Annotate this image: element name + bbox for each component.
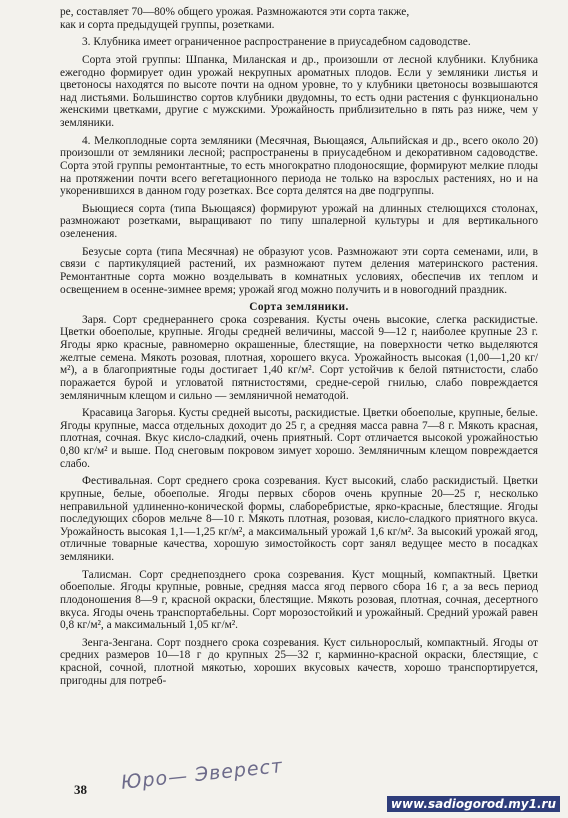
paragraph: Вьющиеся сорта (типа Вьющаяся) формируют урожай на длинных стелющихся столонах, размножают розетками, выращивают по типу шпалерной культуры и для вертикального озеленения. <box>60 202 538 240</box>
handwritten-note: Юро— Эверест <box>120 754 285 794</box>
paragraph: Безусые сорта (типа Месячная) не образуют усов. Размножают эти сорта семенами, или, в связи с партикуляцией растений, их размножают путем деления материнского растения. Ремонтантные сорта можно возделывать в комнатных условиях, обеспечив их теплом и освещением в осенне-зимнее время; урожай ягод можно получить и в новогодний праздник. <box>60 245 538 296</box>
paragraph: Сорта этой группы: Шпанка, Миланская и др., произошли от лесной клубники. Клубника ежегодно формирует один урожай некрупных ароматных плодов. Если у земляники листья и цветоносы находятся по высоте почти на одном уровне, то у клубники цветоносы возвышаются над листьями. Большинство сортов клубники двудомны, то есть одни растения с функционально женскими цветками, другие с мужскими. Урожайность приблизительно в пять раз ниже, чем у земляники. <box>60 53 538 129</box>
paragraph: Талисман. Сорт среднепозднего срока созревания. Куст мощный, компактный. Цветки обоеполые. Ягоды крупные, ровные, средняя масса ягод первого сбора 16 г, а за весь период плодоношения 8—9 г, красной окраски, блестящие. Мякоть розовая, плотная, сочная, десертного вкуса. Ягоды очень транспортабельны. Сорт морозостойкий и урожайный. Средний урожай равен 0,8 кг/м², а максимальный 1,05 кг/м². <box>60 568 538 632</box>
paragraph: 3. Клубника имеет ограниченное распространение в приусадебном садоводстве. <box>82 36 471 49</box>
paragraph: 4. Мелкоплодные сорта земляники (Месячная, Вьющаяся, Альпийская и др., всего около 20) произошли от земляники лесной; распространены в приусадебном и декоративном садоводстве. Сорта этой группы ремонтантные, то есть многократно плодоносящие, формируют мелкие плоды на протяжении почти всего вегетационного периода не только на взрослых растениях, но и на укоренившихся в данном году розетках. Все сорта делятся на две подгруппы. <box>60 134 538 198</box>
paragraph: Фестивальная. Сорт среднего срока созревания. Куст высокий, слабо раскидистый. Цветки крупные, белые, обоеполые. Ягоды первых сборов очень крупные 20—25 г, несколько неправильной удлиненно-конической формы, слаборебристые, ярко-красные, блестящие. Ягоды последующих сборов мельче 8—10 г. Мякоть плотная, розовая, кисло-сладкого приятного вкуса. Урожайность высокая 1,1—1,25 кг/м², а максимальный урожай 1,6 кг/м². За высокий урожай ягод, отличные товарные качества, хорошую зимостойкость сорт занял ведущее место в посадках земляники. <box>60 475 538 563</box>
watermark: www.sadiogorod.my1.ru <box>387 796 560 812</box>
page-number: 38 <box>74 782 87 797</box>
paragraph: Заря. Сорт среднераннего срока созревания. Кусты очень высокие, слегка раскидистые. Цветки обоеполые, крупные. Ягоды средней величины, массой 9—12 г, наиболее крупные 23 г. Ягоды ярко красные, равномерно окрашенные, блестящие, на поверхности четко выделяются желтые семена. Мякоть розовая, плотная, хорошего вкуса. Урожайность высокая (1,00—1,20 кг/м²), а в благоприятные годы достигает 1,40 кг/м². Сорт устойчив к белой пятнистости, слабо поражается бурой и угловатой пятнистостями, средне-серой гнилью, слабо повреждается земляничным клещом и сильно — земляничной нематодой. <box>60 313 538 402</box>
paragraph: Красавица Загорья. Кусты средней высоты, раскидистые. Цветки обоеполые, крупные, белые. Ягоды крупные, масса отдельных доходит до 25 г, а средняя масса равна 7—8 г. Мякоть красная, плотная, сочная. Вкус кисло-сладкий, очень приятный. Сорт отличается высокой урожайностью 0,80 кг/м² и выше. Под снеговым покровом зимует хорошо. Земляничным клещом повреждается слабо. <box>60 407 538 470</box>
text-line: как и сорта предыдущей группы, розетками. <box>60 18 275 31</box>
text-line: ре, составляет 70—80% общего урожая. Размножаются эти сорта также, <box>60 6 410 18</box>
paragraph: Зенга-Зенгана. Сорт позднего срока созревания. Куст сильнорослый, компактный. Ягоды от средних размеров 10—18 г до крупных 25—32 г, карминно-красной окраски, блестящие, с красной, сочной, плотной мякотью, хороших вкусовых качеств, хорошо транспортируется, пригодны для потреб- <box>60 636 538 687</box>
section-heading: Сорта земляники. <box>249 301 349 314</box>
